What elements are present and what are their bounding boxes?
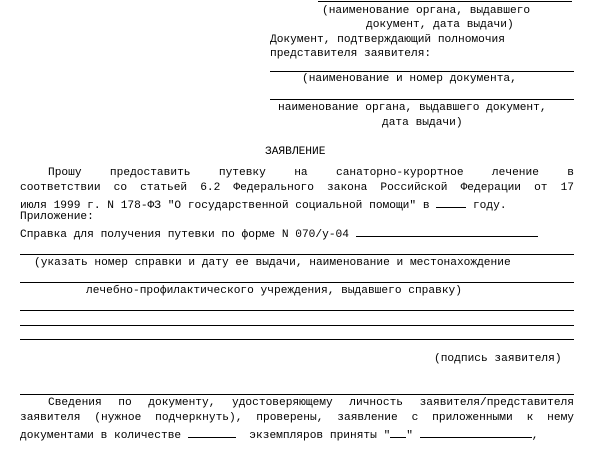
certificate-label: Справка для получения путевки по форме N 070/у-04 <box>20 229 349 241</box>
certificate-caption-line2: лечебно-профилактического учреждения, выдавшего справку) <box>86 285 462 297</box>
quote-close: " <box>406 430 414 442</box>
request-line3-end: году. <box>472 200 507 212</box>
authority-issuer-caption-line1: наименование органа, выдавшего документ, <box>278 102 547 114</box>
blank-line-1 <box>20 310 574 311</box>
certificate-caption-line1: (указать номер справки и дату ее выдачи, наименование и местонахождение <box>34 257 511 269</box>
request-line3 <box>20 196 507 210</box>
request-line3-text: июля 1999 г. N 178-ФЗ "О государственной социальной помощи" в <box>20 200 430 212</box>
verification-line3-text: документами в количестве <box>20 430 182 442</box>
verification-line1: Сведения по документу, удостоверяющему личность заявителя/представителя <box>48 397 574 409</box>
verification-line3-end: , <box>531 430 539 442</box>
top-blank-line <box>318 1 572 2</box>
verification-line3-mid: экземпляров приняты <box>249 430 377 442</box>
request-line2: соответствии со статьей 6.2 Федерального закона Российской Федерации от 17 <box>20 182 574 194</box>
authority-doc-line1: Документ, подтверждающий полномочия <box>270 34 505 46</box>
copies-blank <box>188 426 236 438</box>
authority-doc-line2: представителя заявителя: <box>270 48 432 60</box>
verification-top-line <box>20 394 574 395</box>
request-line1: Прошу предоставить путевку на санаторно-курортное лечение в <box>48 167 574 179</box>
blank-line-3 <box>20 339 574 340</box>
certificate-line <box>20 225 538 239</box>
certificate-details-blank-line <box>20 254 574 255</box>
year-blank <box>436 196 466 208</box>
certificate-details-blank-line2 <box>20 282 574 283</box>
verification-line3 <box>20 426 538 440</box>
authority-issuer-blank-line <box>270 99 574 100</box>
signature-caption: (подпись заявителя) <box>434 353 562 365</box>
issuer-caption-line2: документ, дата выдачи) <box>366 19 514 31</box>
page-title: ЗАЯВЛЕНИЕ <box>265 146 326 158</box>
quote-open: " <box>383 430 391 442</box>
day-blank <box>390 426 406 438</box>
authority-issuer-caption-line2: дата выдачи) <box>382 117 463 129</box>
month-blank <box>420 426 532 438</box>
doc-caption: (наименование и номер документа, <box>302 73 517 85</box>
issuer-caption-line1: (наименование органа, выдавшего <box>322 5 531 17</box>
blank-line-2 <box>20 325 574 326</box>
verification-line2: заявителя (нужное подчеркнуть), проверены, заявление с приложенными к нему <box>20 412 574 424</box>
attachment-label: Приложение: <box>20 211 94 223</box>
certificate-blank <box>356 225 538 237</box>
